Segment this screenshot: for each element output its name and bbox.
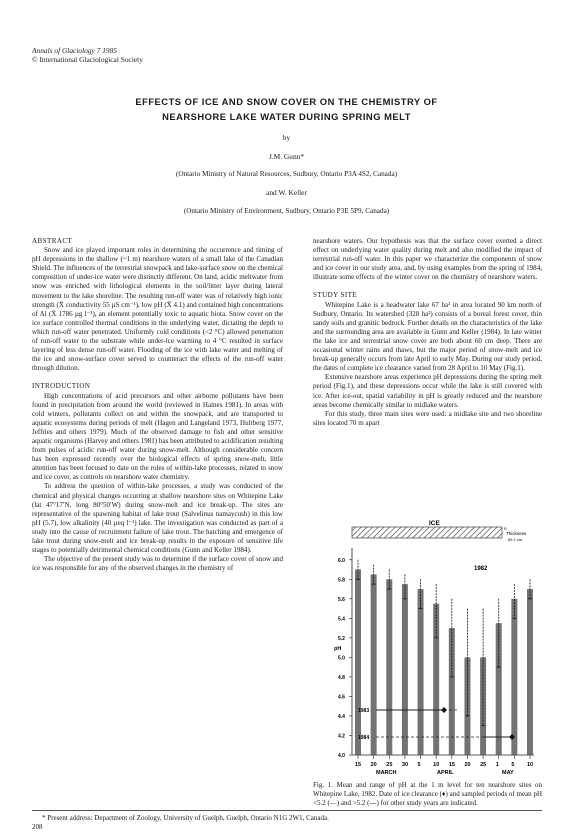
y-tick-label: 5.6 xyxy=(338,596,345,603)
thickness-label: Thickness xyxy=(506,531,527,536)
ice-cover-bar xyxy=(352,527,502,538)
x-tick-label: 30 xyxy=(401,762,409,768)
affiliation-1: (Ontario Ministry of Natural Resources, Sudbury, Ontario P3A 4S2, Canada) xyxy=(175,170,398,178)
x-tick-label: 25 xyxy=(480,762,487,768)
y-tick-label: 5.0 xyxy=(338,655,345,662)
figure-caption: Fig. 1. Mean and range of pH at the 1 m level for ten nearshore sites on Whitepine Lake, 1982. Date of ice clearance (♦) and sampled periods of mean pH <5.2 (—) and >5.2 (---) for other study years are indicated. xyxy=(313,781,542,807)
intro-paragraph-2: To address the question of within-lake processes, a study was conducted of the chemical and physical changes occurring at shallow nearshore sites on Whitepine Lake (lat 47°17′N, long 80°50′W) during snow-melt and ice break-up. The sites are representative of the spawning habitat of lake trout (Salvelinus namaycush) in this low pH (5.7), low alkalinity (40 µeq l⁻¹) lake. The investigation was conducted as part of a study into the cause of recruitment failure of lake trout. The hatching and emergence of lake trout during snow-melt and ice break-up results in the exposure of sensitive life stages to potentially detrimental chemical conditions (Gunn and Keller 1984). xyxy=(32,482,283,555)
intro-paragraph-1: High concentrations of acid precursors and other airborne pollutants have been found in precipitation from around the world (reviewed in Haines 1981). In areas with cold winters, pollutants collect on and within the snowpack, and are transported to aquatic ecosystems during periods of melt (Hagen and Langeland 1973, Hultberg 1977, Jeffries and others 1979). Much of the observed damage to fish and other sensitive aquatic organisms (Harvey and others 1981) has been attributed to acidification resulting from pulses of acidic run-off water during snow-melt. Although considerable concern has been expressed recently over the biological effects of spring snow-melt, little attention has been focused to date on the roles of within-lake processes, related to snow and ice cover, as controls on nearshore water chemistry. xyxy=(32,391,283,482)
month-march: MARCH xyxy=(376,770,397,776)
right-paragraph-0: nearshore waters. Our hypothesis was that the surface cover exerted a direct effect on underlying water quality during melt and also modified the impact of terrestrial run-off water. In this paper we characterize the components of snow and ice cover in our study area, and, by using examples from the spring of 1984, illustrate some effects of the winter cover on the chemistry of nearshore waters. xyxy=(313,237,542,282)
abstract-text: Snow and ice played important roles in determining the occurrence and timing of pH depressions in the shallow (~1 m) nearshore waters of a small lake of the Canadian Shield. The influences of the terrestrial snowpack and lake-surface snow on the chemical composition of under-ice water were distinctly different. On land, acidic meltwater from snow was enriched with lithological elements in the soil/litter layer during lateral movement to the lake shoreline. The resulting run-off water was of relatively high ionic strength (X̄ conductivity 55 µS cm⁻¹), low pH (X̄ 4.1) and contained high concentrations of Al (X̄ 1786 µg l⁻¹), an element potentially toxic to aquatic biota. Snow cover on the ice surface controlled thermal conditions in the underlying water, dictating the depth to which run-off water penetrated. Uniformly cold conditions (<2 °C) allowed penetration of run-off water to the substrate while under-ice warming to 4 °C resulted in surface layering of less dense run-off water. Flooding of the ice with lake water and melting of the ice and snow-surface cover served to counteract the effects of the run-off water through dilution. xyxy=(32,246,283,373)
introduction-heading: INTRODUCTION xyxy=(32,382,91,391)
footnote-rule xyxy=(32,810,542,811)
thickness-markers: n xyxy=(504,526,507,531)
x-tick-label: 10 xyxy=(527,762,534,768)
ph-mean-bar xyxy=(355,570,361,755)
paper-title xyxy=(60,94,513,124)
ph-mean-bar xyxy=(511,599,517,755)
left-column xyxy=(32,237,283,573)
x-tick-label: 15 xyxy=(355,762,362,768)
x-tick-label: 5 xyxy=(417,762,421,768)
right-column xyxy=(313,237,542,428)
page-number: 208 xyxy=(32,823,43,831)
year-1983-label: 1983 xyxy=(358,708,370,714)
footnote: * Present address: Department of Zoology, University of Guelph, Guelph, Ontario N1G 2W1, Canada. xyxy=(42,814,329,822)
ph-mean-bar xyxy=(386,579,392,755)
x-tick-label: 20 xyxy=(464,762,471,768)
figure-1 xyxy=(334,520,544,778)
x-tick-label: 15 xyxy=(448,762,455,768)
intro-paragraph-3: The objective of the present study was to determine if the surface cover of snow and ice was responsible for any of the observed changes in the chemistry of xyxy=(32,555,283,573)
month-may: MAY xyxy=(502,770,514,776)
ice-clearance-1983-marker xyxy=(441,707,447,713)
study-paragraph-3: For this study, three main sites were used: a midlake site and two shoreline sites located 70 m apart xyxy=(313,409,542,427)
ph-mean-bar xyxy=(418,589,424,755)
y-tick-label: 4.2 xyxy=(338,733,345,740)
title-line-2: NEARSHORE LAKE WATER DURING SPRING MELT xyxy=(162,111,411,122)
ph-mean-bar xyxy=(402,584,408,755)
study-paragraph-1: Whitepine Lake is a headwater lake 67 ha² in area located 90 km north of Sudbury, Ontario. Its watershed (328 ha²) consists of a boreal forest cover, thin sandy soils and granitic bedrock. Further details on the characteristics of the lake and the surrounding area are available in Gunn and Keller (1984). In late winter the lake ice and terrestrial snow cover are both about 60 cm deep. There are occasional winter rains and thaws, but the major period of snow-melt and ice break-up generally occurs from late April to early May. During our study period, the dates of complete ice clearance varied from 28 April to 10 May (Fig.1). xyxy=(313,300,542,373)
author-2: and W. Keller xyxy=(266,188,307,197)
y-tick-label: 5.4 xyxy=(338,616,345,623)
study-paragraph-2: Extensive nearshore areas experience pH depressions during the spring melt period (Fig.1), and these depressions occur while the lake is still covered with ice. After ice-out, spatial variability in pH is greatly reduced and the nearshore areas become chemically similar to midlake waters. xyxy=(313,373,542,409)
year-1982-label: 1982 xyxy=(474,566,488,572)
journal-line: Annals of Glaciology 7 1985 xyxy=(32,46,117,55)
x-tick-label: 5 xyxy=(511,762,515,768)
ph-mean-bar xyxy=(371,574,377,755)
y-tick-label: 4.8 xyxy=(338,674,345,681)
y-axis-label: pH xyxy=(334,646,342,652)
author-1: J.M. Gunn* xyxy=(268,152,305,161)
y-tick-label: 5.8 xyxy=(338,577,345,584)
x-tick-label: 10 xyxy=(433,762,440,768)
ice-label: ICE xyxy=(429,520,440,527)
y-tick-label: 6.0 xyxy=(338,557,345,564)
by-label: by xyxy=(282,133,291,142)
y-tick-label: 4.0 xyxy=(338,753,345,759)
ph-mean-bar xyxy=(496,623,502,755)
year-1984-label: 1984 xyxy=(358,735,370,741)
x-tick-label: 25 xyxy=(386,762,393,768)
society-line: © International Glaciological Society xyxy=(32,55,143,64)
affiliation-2: (Ontario Ministry of Environment, Sudbury, Ontario P3E 5P9, Canada) xyxy=(183,207,390,215)
y-tick-label: 5.2 xyxy=(338,635,345,642)
y-tick-label: 4.4 xyxy=(338,713,345,720)
study-site-heading: STUDY SITE xyxy=(313,291,358,300)
ph-mean-bar xyxy=(527,589,533,755)
thickness-values: 65 1 cm xyxy=(508,537,523,542)
y-tick-label: 4.6 xyxy=(338,694,345,701)
title-line-1: EFFECTS OF ICE AND SNOW COVER ON THE CHEMISTRY OF xyxy=(135,96,438,107)
x-tick-label: 1 xyxy=(495,762,499,768)
abstract-heading: ABSTRACT xyxy=(32,237,73,245)
ph-chart xyxy=(334,520,544,778)
x-tick-label: 20 xyxy=(370,762,377,768)
month-april: APRIL xyxy=(437,770,454,776)
